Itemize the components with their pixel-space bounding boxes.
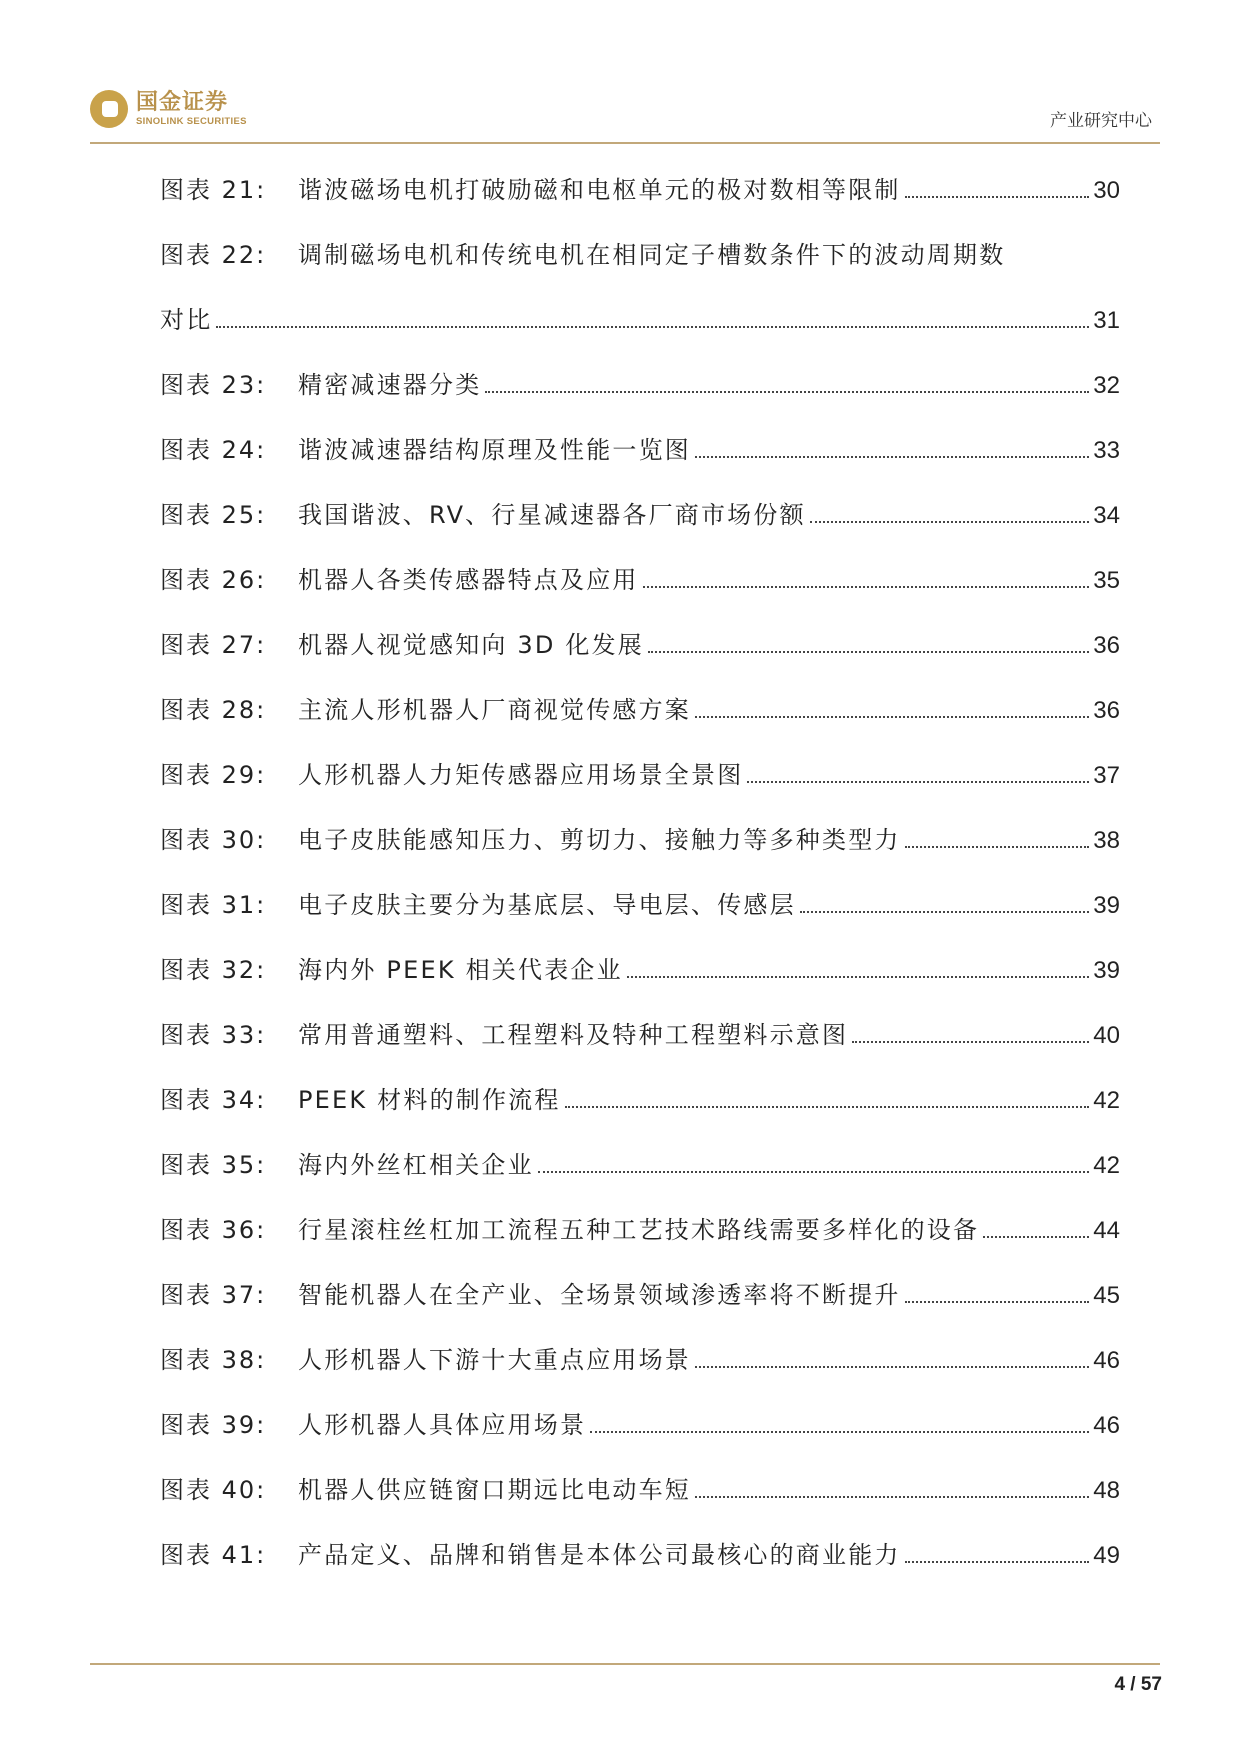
toc-label: 图表 37: xyxy=(160,1281,267,1309)
toc-entry[interactable] xyxy=(160,743,1120,808)
toc-label: 图表 23: xyxy=(160,371,267,399)
dot-leader xyxy=(983,1236,1089,1238)
toc-entry[interactable] xyxy=(160,938,1120,1003)
toc-label: 图表 39: xyxy=(160,1411,267,1439)
logo-mark-icon xyxy=(90,90,128,128)
toc-title: 电子皮肤主要分为基底层、导电层、传感层 xyxy=(298,891,796,919)
toc-title: 主流人形机器人厂商视觉传感方案 xyxy=(298,696,691,724)
toc-page: 46 xyxy=(1093,1347,1120,1374)
toc-title: 产品定义、品牌和销售是本体公司最核心的商业能力 xyxy=(298,1541,901,1569)
dot-leader xyxy=(905,1561,1090,1563)
toc-entry[interactable] xyxy=(160,418,1120,483)
toc-title: 我国谐波、RV、行星减速器各厂商市场份额 xyxy=(298,501,806,529)
department-name: 产业研究中心 xyxy=(1050,111,1152,131)
toc-title: 人形机器人具体应用场景 xyxy=(298,1411,587,1439)
toc-label: 图表 32: xyxy=(160,956,267,984)
toc-page: 39 xyxy=(1093,892,1120,919)
toc-entry[interactable] xyxy=(160,1003,1120,1068)
toc-page: 49 xyxy=(1093,1542,1120,1569)
toc-page: 37 xyxy=(1093,762,1120,789)
toc-entry[interactable] xyxy=(160,1328,1120,1393)
header-divider xyxy=(90,142,1160,144)
toc-label: 图表 22: xyxy=(160,241,267,269)
toc-entry[interactable] xyxy=(160,548,1120,613)
toc-label: 图表 33: xyxy=(160,1021,267,1049)
toc-page: 46 xyxy=(1093,1412,1120,1439)
page-number: 4 / 57 xyxy=(1114,1674,1162,1695)
toc-title: 机器人供应链窗口期远比电动车短 xyxy=(298,1476,691,1504)
toc-label: 图表 30: xyxy=(160,826,267,854)
toc-label: 图表 34: xyxy=(160,1086,267,1114)
dot-leader xyxy=(810,521,1090,523)
toc-title: 人形机器人下游十大重点应用场景 xyxy=(298,1346,691,1374)
dot-leader xyxy=(565,1106,1090,1108)
toc-title: 谐波减速器结构原理及性能一览图 xyxy=(298,436,691,464)
toc-entry[interactable] xyxy=(160,1458,1120,1523)
toc-label: 图表 26: xyxy=(160,566,267,594)
toc-label: 图表 38: xyxy=(160,1346,267,1374)
toc-page: 36 xyxy=(1093,697,1120,724)
toc-label: 图表 29: xyxy=(160,761,267,789)
toc-entry[interactable] xyxy=(160,483,1120,548)
dot-leader xyxy=(485,391,1089,393)
toc-entry[interactable] xyxy=(160,1523,1120,1588)
toc-entry[interactable] xyxy=(160,678,1120,743)
logo-chinese-name: 国金证券 xyxy=(136,89,229,115)
toc-title: 智能机器人在全产业、全场景领域渗透率将不断提升 xyxy=(298,1281,901,1309)
toc-title: 人形机器人力矩传感器应用场景全景图 xyxy=(298,761,744,789)
toc-page: 39 xyxy=(1093,957,1120,984)
toc-title: 电子皮肤能感知压力、剪切力、接触力等多种类型力 xyxy=(298,826,901,854)
toc-page: 42 xyxy=(1093,1152,1120,1179)
dot-leader xyxy=(905,1301,1090,1303)
toc-page: 42 xyxy=(1093,1087,1120,1114)
toc-title: 精密减速器分类 xyxy=(298,371,482,399)
figure-index-list xyxy=(160,158,1120,1588)
toc-entry[interactable] xyxy=(160,1133,1120,1198)
toc-page: 34 xyxy=(1093,502,1120,529)
dot-leader xyxy=(695,1366,1089,1368)
toc-page: 33 xyxy=(1093,437,1120,464)
toc-page: 38 xyxy=(1093,827,1120,854)
toc-page: 45 xyxy=(1093,1282,1120,1309)
toc-entry[interactable] xyxy=(160,158,1120,223)
dot-leader xyxy=(905,196,1090,198)
dot-leader xyxy=(747,781,1089,783)
toc-label: 图表 31: xyxy=(160,891,267,919)
logo-english-name: SINOLINK SECURITIES xyxy=(136,115,247,127)
toc-entry[interactable] xyxy=(160,808,1120,873)
toc-label: 图表 25: xyxy=(160,501,267,529)
toc-entry[interactable] xyxy=(160,873,1120,938)
dot-leader xyxy=(695,716,1089,718)
dot-leader xyxy=(648,651,1089,653)
dot-leader xyxy=(538,1171,1089,1173)
toc-page: 48 xyxy=(1093,1477,1120,1504)
dot-leader xyxy=(852,1041,1089,1043)
toc-title: 谐波磁场电机打破励磁和电枢单元的极对数相等限制 xyxy=(298,176,901,204)
dot-leader xyxy=(905,846,1090,848)
toc-entry[interactable] xyxy=(160,1068,1120,1133)
dot-leader xyxy=(695,456,1089,458)
dot-leader xyxy=(643,586,1090,588)
toc-page: 44 xyxy=(1093,1217,1120,1244)
toc-title-continued: 对比 xyxy=(160,306,213,334)
dot-leader xyxy=(627,976,1090,978)
toc-label: 图表 41: xyxy=(160,1541,267,1569)
toc-page: 31 xyxy=(1093,307,1120,334)
toc-title: PEEK 材料的制作流程 xyxy=(298,1086,561,1114)
dot-leader xyxy=(216,326,1089,328)
toc-label: 图表 40: xyxy=(160,1476,267,1504)
toc-title: 机器人视觉感知向 3D 化发展 xyxy=(298,631,645,659)
toc-entry[interactable] xyxy=(160,1263,1120,1328)
footer-divider xyxy=(90,1663,1160,1665)
toc-label: 图表 27: xyxy=(160,631,267,659)
toc-entry[interactable] xyxy=(160,613,1120,678)
toc-title: 行星滚柱丝杠加工流程五种工艺技术路线需要多样化的设备 xyxy=(298,1216,980,1244)
toc-label: 图表 35: xyxy=(160,1151,267,1179)
toc-entry[interactable] xyxy=(160,353,1120,418)
toc-title: 海内外丝杠相关企业 xyxy=(298,1151,534,1179)
toc-page: 40 xyxy=(1093,1022,1120,1049)
toc-label: 图表 36: xyxy=(160,1216,267,1244)
toc-page: 32 xyxy=(1093,372,1120,399)
toc-entry[interactable] xyxy=(160,223,1120,353)
toc-page: 36 xyxy=(1093,632,1120,659)
dot-leader xyxy=(590,1431,1089,1433)
toc-entry[interactable] xyxy=(160,1393,1120,1458)
toc-label: 图表 28: xyxy=(160,696,267,724)
company-logo xyxy=(90,90,247,128)
toc-page: 35 xyxy=(1093,567,1120,594)
toc-page: 30 xyxy=(1093,177,1120,204)
toc-entry[interactable] xyxy=(160,1198,1120,1263)
toc-title: 机器人各类传感器特点及应用 xyxy=(298,566,639,594)
dot-leader xyxy=(800,911,1089,913)
toc-label: 图表 24: xyxy=(160,436,267,464)
toc-title: 调制磁场电机和传统电机在相同定子槽数条件下的波动周期数 xyxy=(298,241,1006,269)
dot-leader xyxy=(695,1496,1089,1498)
toc-title: 常用普通塑料、工程塑料及特种工程塑料示意图 xyxy=(298,1021,849,1049)
page-header xyxy=(90,88,1160,146)
toc-label: 图表 21: xyxy=(160,176,267,204)
toc-title: 海内外 PEEK 相关代表企业 xyxy=(298,956,623,984)
